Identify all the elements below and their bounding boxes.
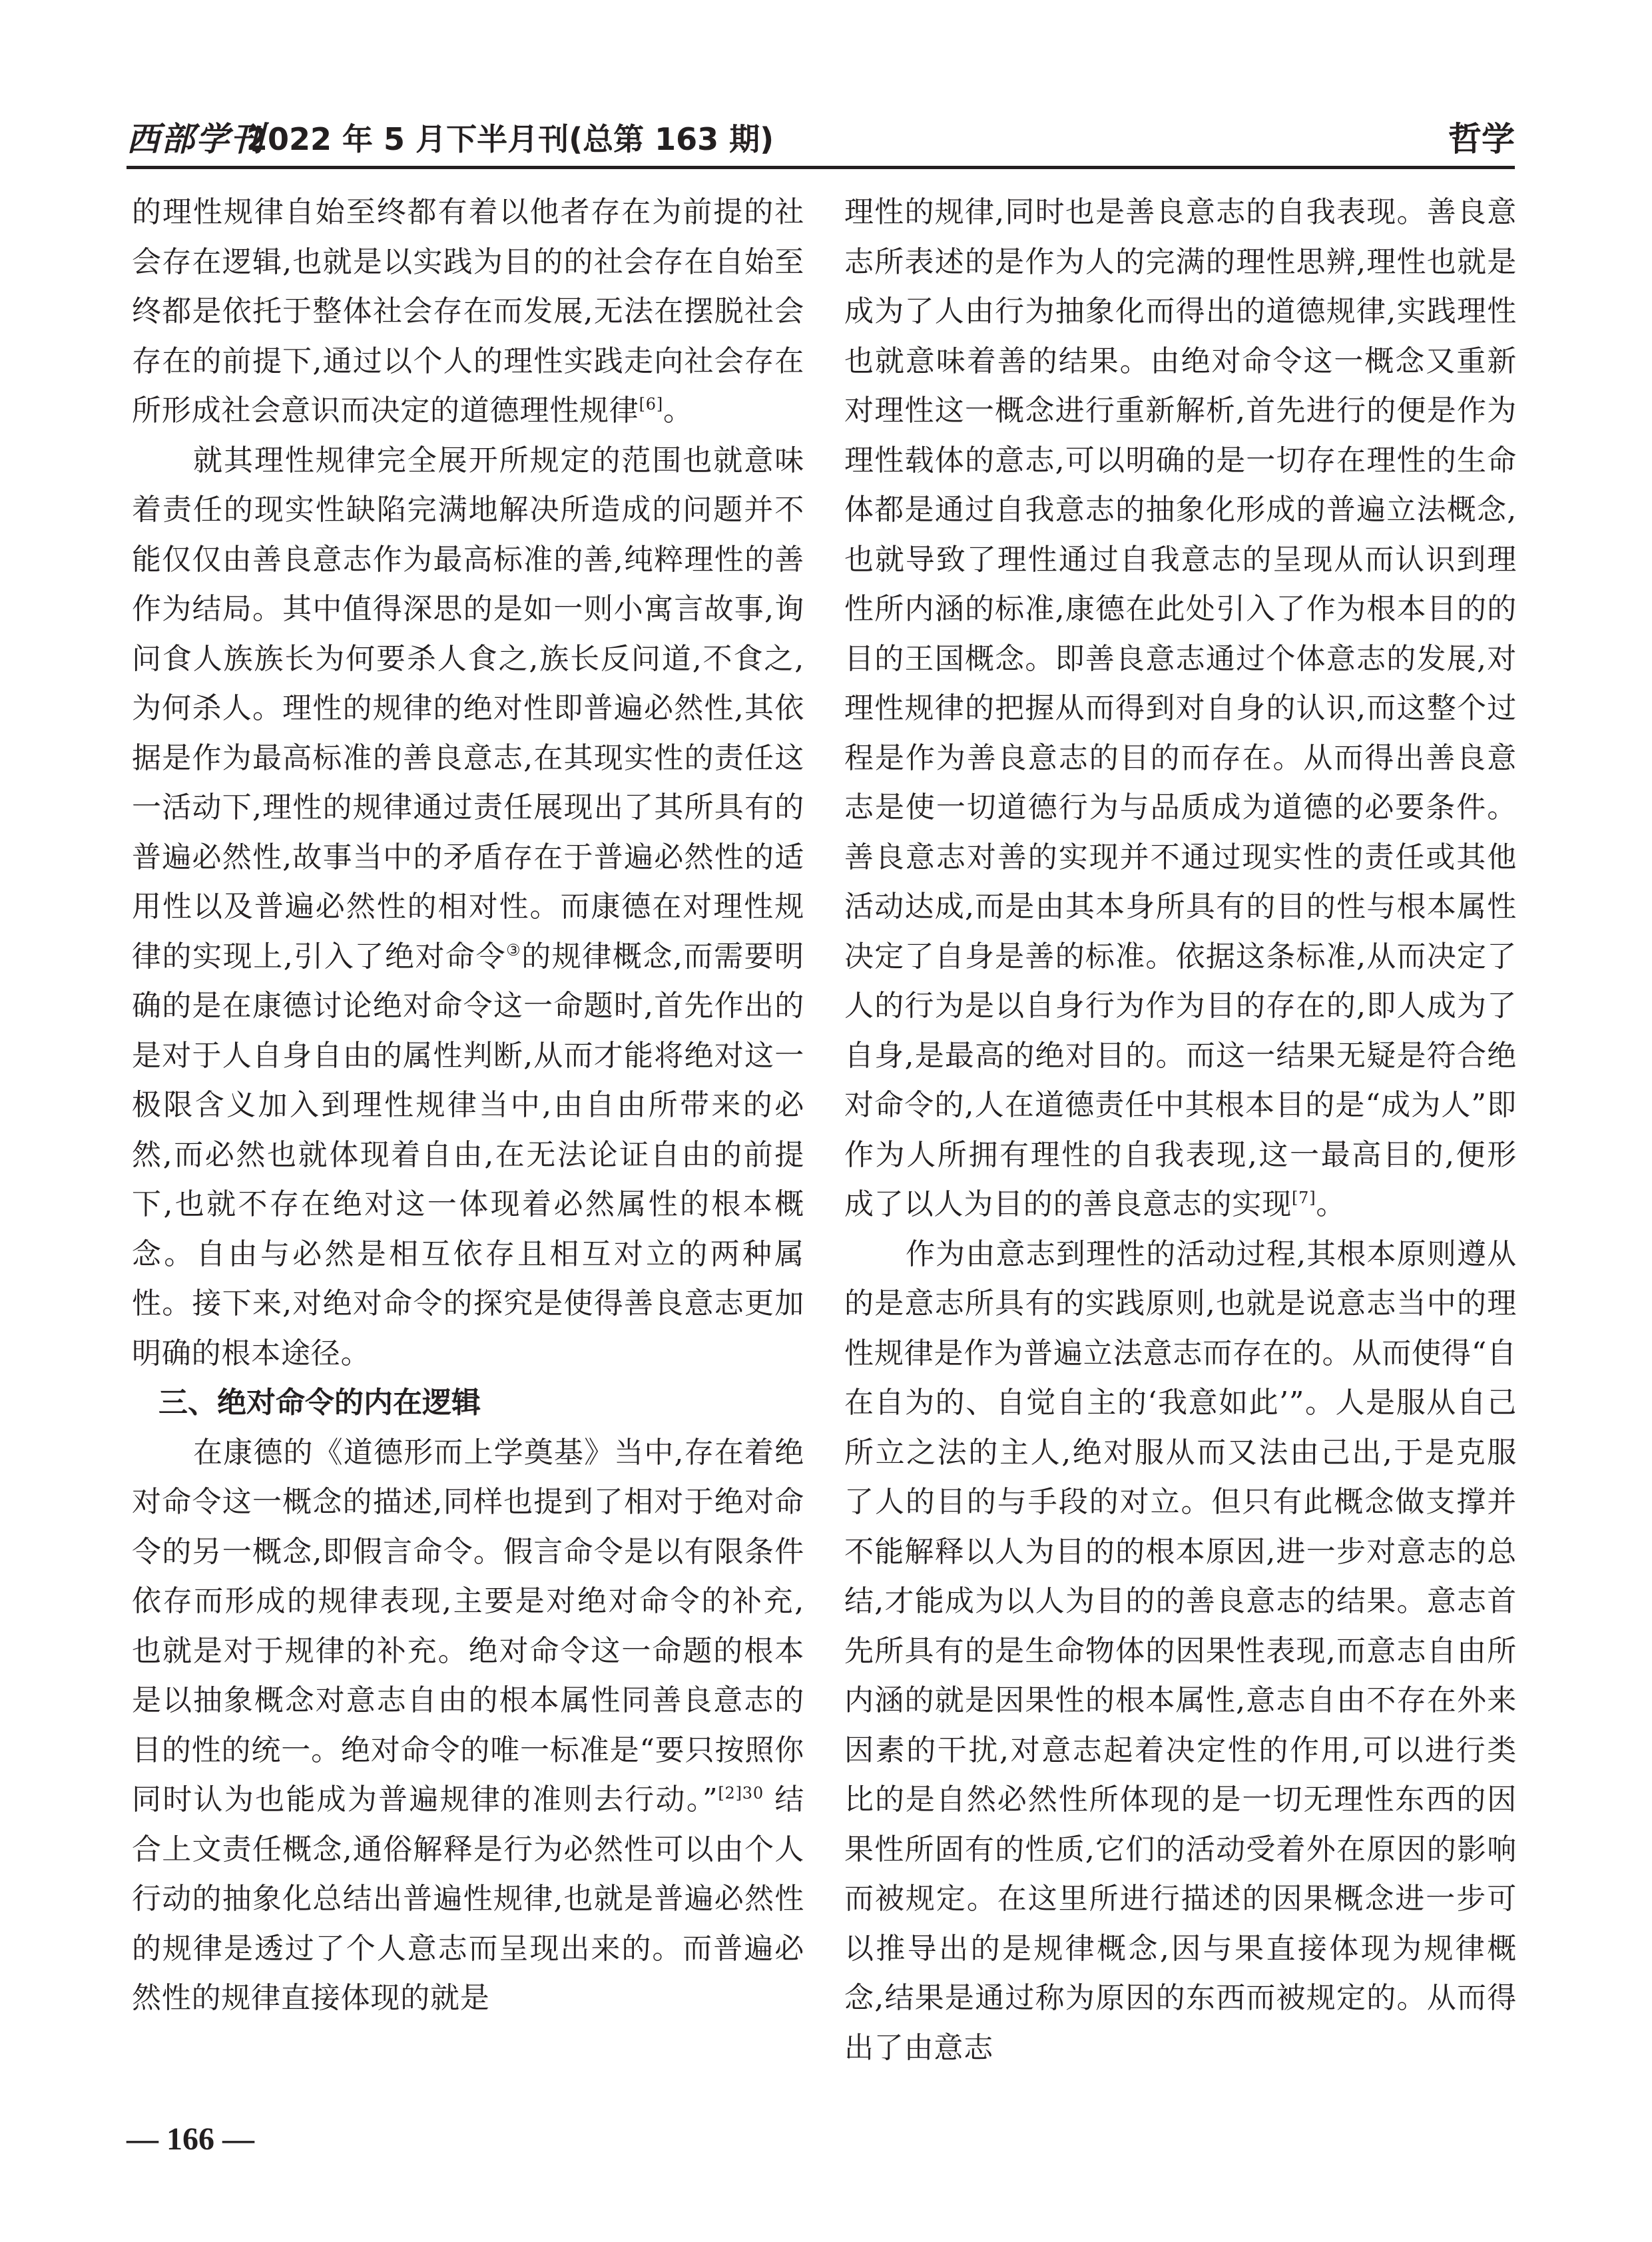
paragraph-text: 作为由意志到理性的活动过程,其根本原则遵从的是意志所具有的实践原则,也就是说意志当中的理性规律是作为普遍立法意志而存在的。从而使得“自在自为的、自觉自主的‘我意如此’”。人是服从自己所立之法的主人,绝对服从而又法由己出,于是克服了人的目的与手段的对立。但只有此概念做支撑并不能解释以人为目的的根本原因,进一步对意志的总结,才能成为以人为目的的善良意志的结果。意志首先所具有的是生命物体的因果性表现,而意志自由所内涵的就是因果性的根本属性,意志自由不存在外来因素的干扰,对意志起着决定性的作用,可以进行类比的是自然必然性所体现的是一切无理性东西的因果性所固有的性质,它们的活动受着外在原因的影响而被规定。在这里所进行描述的因果概念进一步可以推导出的是规律概念,因与果直接体现为规律概念,结果是通过称为原因的东西而被规定的。从而得出了由意志 bbox=[844, 1237, 1517, 2065]
paragraph-text: 就其理性规律完全展开所规定的范围也就意味着责任的现实性缺陷完满地解决所造成的问题并不能仅仅由善良意志作为最高标准的善,纯粹理性的善作为结局。其中值得深思的是如一则小寓言故事,询问食人族族长为何要杀人食之,族长反问道,不食之,为何杀人。理性的规律的绝对性即普遍必然性,其依据是作为最高标准的善良意志,在其现实性的责任这一活动下,理性的规律通过责任展现出了其所具有的普遍必然性,故事当中的矛盾存在于普遍必然性的适用性以及普遍必然性的相对性。而康德在对理性规律的实现上,引入了绝对命令 bbox=[132, 443, 804, 974]
paragraph-end: 。 bbox=[1316, 1187, 1346, 1221]
paragraph-text: 的理性规律自始至终都有着以他者存在为前提的社会存在逻辑,也就是以实践为目的的社会存在自始至终都是依托于整体社会存在而发展,无法在摆脱社会存在的前提下,通过以个人的理性实践走向社会存在所形成社会意识而决定的道德理性规律 bbox=[132, 195, 804, 427]
paragraph-text: 的规律概念,而需要明确的是在康德讨论绝对命令这一命题时,首先作出的是对于人自身自由的属性判断,从而才能将绝对这一极限含义加入到理性规律当中,由自由所带来的必然,而必然也就体现着自由,在无法论证自由的前提下,也就不存在绝对这一体现着必然属性的根本概念。自由与必然是相互依存且相互对立的两种属性。接下来,对绝对命令的探究是使得善良意志更加明确的根本途径。 bbox=[132, 939, 804, 1370]
paragraph-text: 结合上文责任概念,通俗解释是行为必然性可以由个人行动的抽象化总结出普遍性规律,也就是普遍必然性的规律是透过了个人意志而呈现出来的。而普遍必然性的规律直接体现的就是 bbox=[132, 1783, 804, 2015]
right-column bbox=[844, 188, 1517, 2073]
issue-info: 2022 年 5 月下半月刊(总第 163 期) bbox=[246, 121, 774, 157]
paragraph-text: 理性的规律,同时也是善良意志的自我表现。善良意志所表述的是作为人的完满的理性思辨,理性也就是成为了人由行为抽象化而得出的道德规律,实践理性也就意味着善的结果。由绝对命令这一概念又重新对理性这一概念进行重新解析,首先进行的便是作为理性载体的意志,可以明确的是一切存在理性的生命体都是通过自我意志的抽象化形成的普遍立法概念,也就导致了理性通过自我意志的呈现从而认识到理性所内涵的标准,康德在此处引入了作为根本目的的目的王国概念。即善良意志通过个体意志的发展,对理性规律的把握从而得到对自身的认识,而这整个过程是作为善良意志的目的而存在。从而得出善良意志是使一切道德行为与品质成为道德的必要条件。善良意志对善的实现并不通过现实性的责任或其他活动达成,而是由其本身所具有的目的性与根本属性决定了自身是善的标准。依据这条标准,从而决定了人的行为是以自身行为作为目的存在的,即人成为了自身,是最高的绝对目的。而这一结果无疑是符合绝对命令的,人在道德责任中其根本目的是“成为人”即作为人所拥有理性的自我表现,这一最高目的,便形成了以人为目的的善良意志的实现 bbox=[844, 195, 1517, 1221]
header-rule bbox=[127, 166, 1515, 169]
paragraph-5 bbox=[844, 1230, 1517, 2074]
citation-ref: [7] bbox=[1292, 1189, 1316, 1207]
left-column bbox=[132, 188, 804, 2024]
paragraph-1 bbox=[132, 188, 804, 436]
citation-ref: [2]30 bbox=[718, 1784, 764, 1803]
paragraph-2 bbox=[132, 436, 804, 1379]
journal-logo: 西部学刊 bbox=[127, 119, 265, 158]
citation-ref: [6] bbox=[639, 395, 664, 414]
running-header bbox=[127, 113, 1515, 169]
footnote-marker: ③ bbox=[506, 940, 522, 960]
section-name: 哲学 bbox=[1448, 120, 1515, 158]
page-number: — 166 — bbox=[127, 2121, 254, 2157]
paragraph-4 bbox=[844, 188, 1517, 1230]
paragraph-text: 在康德的《道德形而上学奠基》当中,存在着绝对命令这一概念的描述,同样也提到了相对于绝对命令的另一概念,即假言命令。假言命令是以有限条件依存而形成的规律表现,主要是对绝对命令的补充,也就是对于规律的补充。绝对命令这一命题的根本是以抽象概念对意志自由的根本属性同善良意志的目的性的统一。绝对命令的唯一标准是“要只按照你同时认为也能成为普遍规律的准则去行动。” bbox=[132, 1435, 804, 1817]
paragraph-end: 。 bbox=[663, 394, 693, 427]
paragraph-3 bbox=[132, 1428, 804, 2024]
section-heading: 三、绝对命令的内在逻辑 bbox=[158, 1386, 481, 1420]
